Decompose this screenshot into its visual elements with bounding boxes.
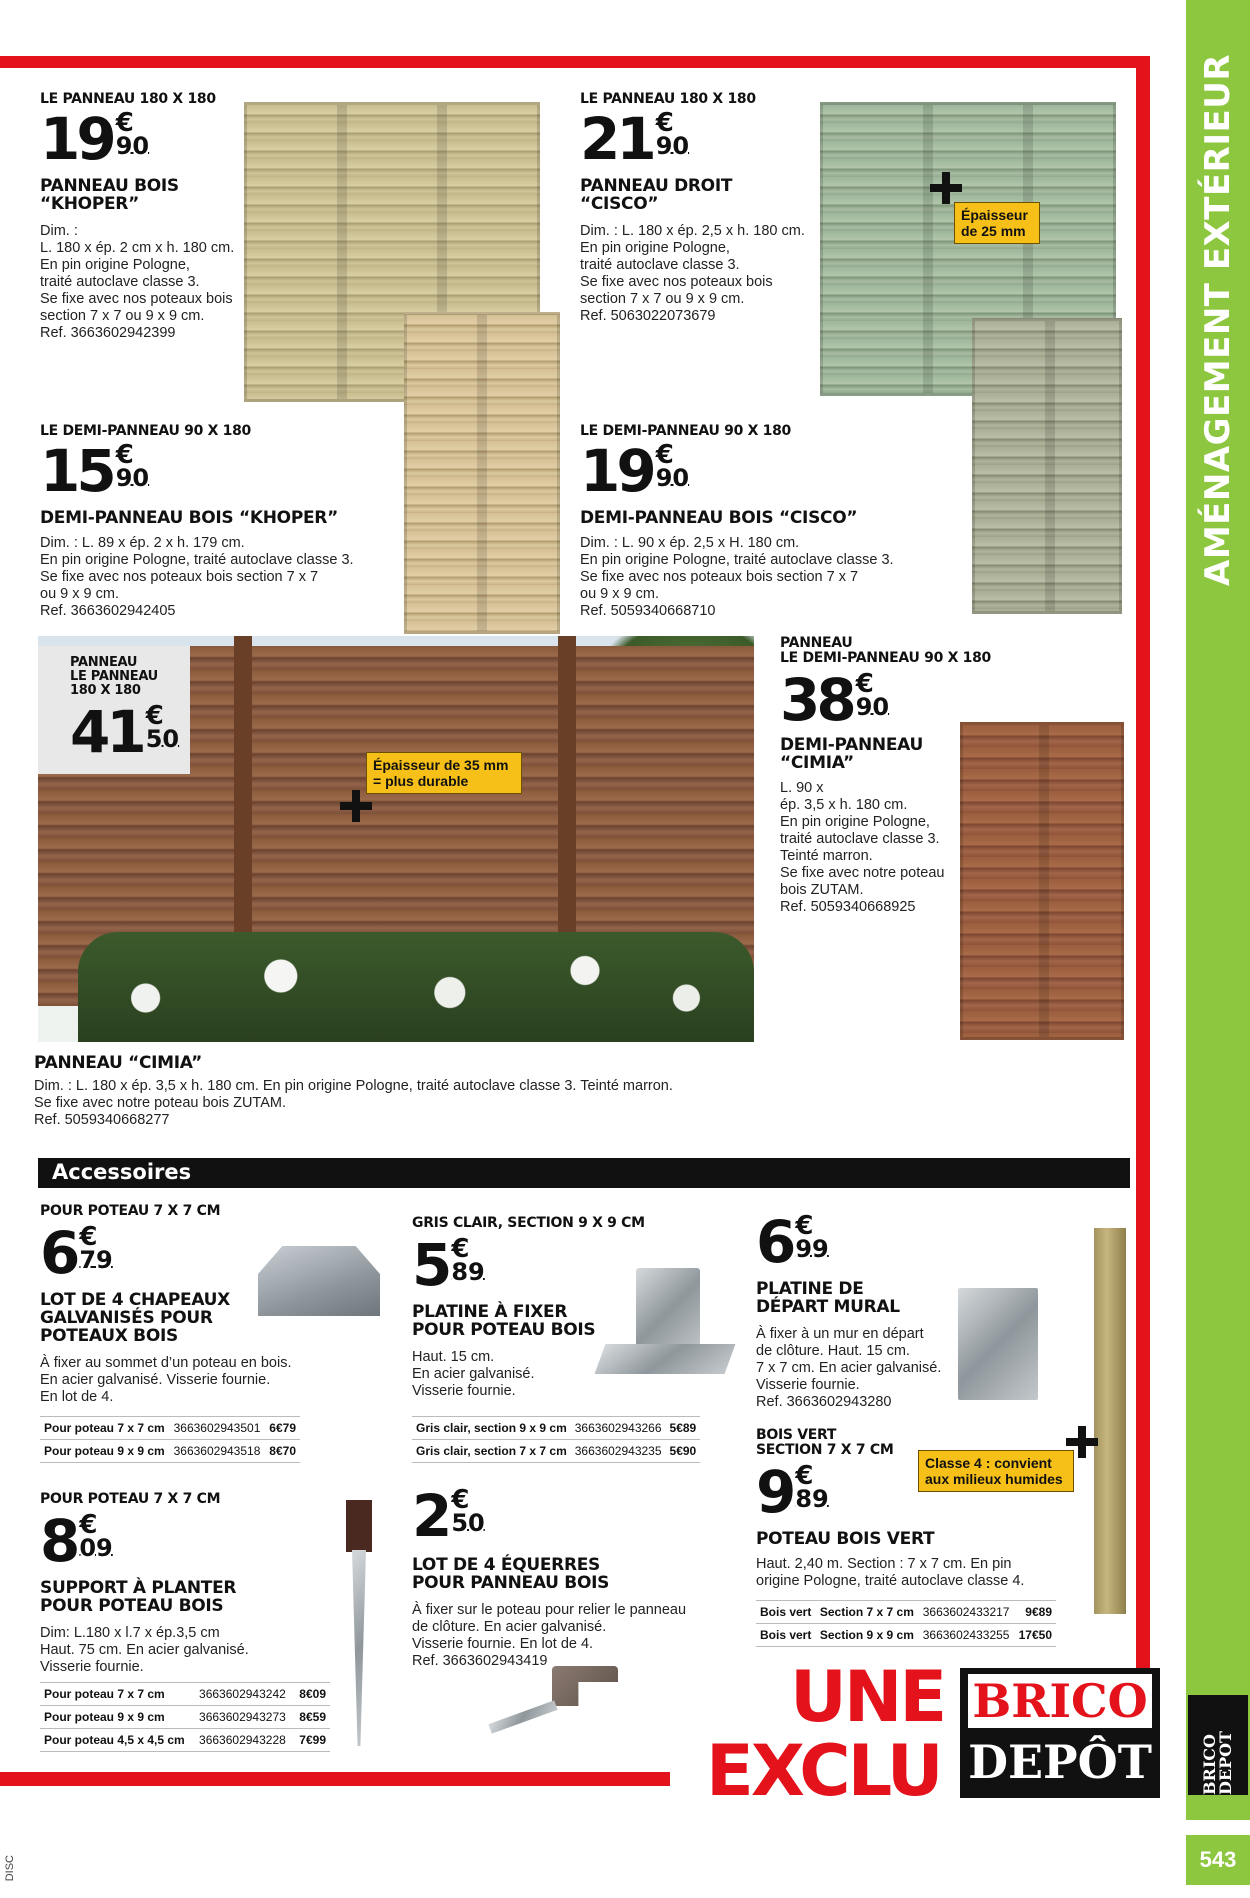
product-kicker: POUR POTEAU 7 X 7 CM	[40, 1203, 221, 1219]
desc-line: Se fixe avec nos poteaux bois section 7 x 7	[580, 569, 859, 585]
price-decimals: 50	[451, 1509, 485, 1537]
desc-line: Ref. 5059340668925	[780, 899, 916, 915]
desc-line: Ref. 3663602943280	[756, 1394, 892, 1410]
table-cell: Pour poteau 4,5 x 4,5 cm	[40, 1729, 195, 1752]
accessories-title: Accessoires	[52, 1160, 192, 1184]
product-description	[40, 535, 400, 620]
price-integer: 19	[580, 437, 653, 505]
desc-line: Ref. 3663602942405	[40, 603, 176, 619]
plus-icon	[930, 172, 962, 204]
desc-line: ou 9 x 9 cm.	[40, 586, 119, 602]
poteau-vert-spec-table	[756, 1600, 1056, 1647]
product-description	[40, 1355, 340, 1406]
price-decimals: 89	[451, 1258, 485, 1286]
demi-cisco-panel-image	[972, 318, 1122, 614]
exclu-line-1: UNE	[790, 1656, 945, 1738]
desc-line: En pin origine Pologne,	[580, 240, 730, 256]
product-kicker: PANNEAU	[70, 655, 138, 670]
product-kicker: LE PANNEAU 180 X 180	[40, 91, 216, 107]
price	[580, 437, 960, 505]
table-cell: Pour poteau 9 x 9 cm	[40, 1706, 195, 1729]
table-cell: 8€70	[265, 1440, 300, 1463]
desc-line: Dim: L.180 x l.7 x ép.3,5 cm	[40, 1625, 220, 1641]
price-currency: €	[655, 108, 674, 138]
table-row	[40, 1440, 300, 1463]
product-description	[580, 535, 960, 620]
class-badge: Classe 4 : convient aux milieux humides	[918, 1450, 1074, 1492]
desc-line: Haut. 75 cm. En acier galvanisé.	[40, 1642, 249, 1658]
desc-line: traité autoclave classe 3.	[780, 831, 940, 847]
table-row	[40, 1729, 330, 1752]
price-decimals: 50	[145, 725, 180, 753]
price-decimals: 90	[855, 693, 890, 721]
desc-line: En pin origine Pologne,	[780, 814, 930, 830]
desc-line: Dim. : L. 180 x ép. 3,5 x h. 180 cm. En pin origine Pologne, traité autoclave classe 3. Teinté marron.	[34, 1078, 673, 1094]
desc-line: L. 180 x ép. 2 cm x h. 180 cm.	[40, 240, 235, 256]
table-row	[756, 1624, 1056, 1647]
price-integer: 8	[40, 1507, 77, 1575]
table-cell: Section 9 x 9 cm	[816, 1624, 919, 1647]
desc-line: En pin origine Pologne,	[40, 257, 190, 273]
price	[756, 1208, 996, 1276]
table-cell: Gris clair, section 7 x 7 cm	[412, 1440, 571, 1463]
product-name: DEMI-PANNEAU BOIS “CISCO”	[580, 508, 858, 528]
product-name: LOT DE 4 CHAPEAUX GALVANISÉS POUR POTEAUX BOIS	[40, 1290, 230, 1346]
desc-line: À fixer au sommet d’un poteau en bois.	[40, 1355, 292, 1371]
exclu-line-2: EXCLU	[706, 1730, 941, 1812]
brico-depot-logo-small: BRICO DEPOT	[1188, 1695, 1248, 1795]
desc-line: Dim. : L. 89 x ép. 2 x h. 179 cm.	[40, 535, 245, 551]
product-name: DEMI-PANNEAU BOIS “KHOPER”	[40, 508, 338, 528]
price-integer: 2	[412, 1482, 449, 1550]
product-equerres	[412, 1482, 712, 1670]
price-currency: €	[145, 701, 164, 731]
table-cell: 3663602943501	[170, 1417, 265, 1440]
product-cimia	[34, 1054, 774, 1129]
price-decimals: 90	[655, 132, 690, 160]
desc-line: section 7 x 7 ou 9 x 9 cm.	[40, 308, 205, 324]
product-demi-cimia	[780, 635, 991, 916]
product-kicker: LE DEMI-PANNEAU 90 X 180	[580, 423, 791, 439]
price-integer: 38	[780, 666, 853, 734]
product-demi-cisco	[580, 424, 960, 620]
desc-line: Se fixe avec nos poteaux bois	[580, 274, 773, 290]
equerre-image	[552, 1666, 618, 1706]
table-cell: Pour poteau 7 x 7 cm	[40, 1417, 170, 1440]
table-cell: 17€50	[1014, 1624, 1056, 1647]
product-kicker: BOIS VERT	[756, 1427, 837, 1443]
desc-line: ou 9 x 9 cm.	[580, 586, 659, 602]
table-cell: 3663602943273	[195, 1706, 294, 1729]
table-cell: 8€09	[294, 1683, 330, 1706]
desc-line: Haut. 2,40 m. Section : 7 x 7 cm. En pin	[756, 1556, 1012, 1572]
desc-line: ép. 3,5 x h. 180 cm.	[780, 797, 908, 813]
table-row	[40, 1417, 300, 1440]
desc-line: En pin origine Pologne, traité autoclave classe 3.	[40, 552, 354, 568]
price-integer: 19	[40, 105, 113, 173]
desc-line: À fixer à un mur en départ	[756, 1326, 924, 1342]
table-row	[412, 1417, 700, 1440]
desc-line: Visserie fournie.	[412, 1383, 516, 1399]
price	[40, 437, 400, 505]
table-cell: Bois vert	[756, 1601, 816, 1624]
table-cell: 6€79	[265, 1417, 300, 1440]
platine-image	[636, 1268, 700, 1356]
table-cell: 3663602943242	[195, 1683, 294, 1706]
cimia-price-box	[38, 646, 190, 774]
table-cell: 5€89	[666, 1417, 701, 1440]
product-description	[780, 780, 980, 916]
desc-line: L. 90 x	[780, 780, 824, 796]
table-cell: 3663602433217	[919, 1601, 1015, 1624]
desc-line: Ref. 5063022073679	[580, 308, 716, 324]
price-currency: €	[451, 1485, 470, 1515]
accessories-header	[38, 1158, 1130, 1188]
price-integer: 5	[412, 1231, 449, 1299]
table-cell: Bois vert	[756, 1624, 816, 1647]
price	[412, 1482, 712, 1550]
price	[780, 666, 980, 734]
price-currency: €	[451, 1234, 470, 1264]
price-currency: €	[79, 1510, 98, 1540]
price	[580, 105, 820, 173]
product-name: PANNEAU BOIS “KHOPER”	[40, 176, 179, 214]
product-khoper	[40, 92, 250, 342]
product-support	[40, 1492, 340, 1676]
desc-line: En pin origine Pologne, traité autoclave classe 3.	[580, 552, 894, 568]
desc-line: Visserie fournie.	[756, 1377, 860, 1393]
desc-line: En acier galvanisé. Visserie fournie.	[40, 1372, 271, 1388]
product-kicker: PANNEAU	[780, 635, 853, 651]
price-integer: 9	[756, 1458, 793, 1526]
desc-line: En acier galvanisé.	[412, 1366, 535, 1382]
red-frame-top	[0, 56, 1150, 68]
product-description	[580, 223, 820, 325]
table-cell: 3663602943228	[195, 1729, 294, 1752]
price-decimals: 09	[79, 1534, 113, 1562]
brico-depot-logo	[960, 1668, 1160, 1798]
price-integer: 41	[70, 698, 143, 766]
price-decimals: 79	[79, 1246, 113, 1274]
red-frame-right	[1136, 56, 1150, 1796]
product-name: SUPPORT À PLANTER POUR POTEAU BOIS	[40, 1578, 237, 1616]
desc-line: Haut. 15 cm.	[412, 1349, 495, 1365]
table-cell: 8€59	[294, 1706, 330, 1729]
desc-line: Dim. :	[40, 223, 78, 239]
desc-line: Se fixe avec notre poteau bois ZUTAM.	[34, 1095, 286, 1111]
table-cell: Pour poteau 7 x 7 cm	[40, 1683, 195, 1706]
table-cell: Section 7 x 7 cm	[816, 1601, 919, 1624]
product-description	[756, 1556, 1056, 1590]
desc-line: À fixer sur le poteau pour relier le panneau	[412, 1602, 687, 1618]
price-decimals: 99	[795, 1235, 829, 1263]
red-frame-bottom	[0, 1772, 670, 1786]
product-name: PANNEAU “CIMIA”	[34, 1053, 202, 1073]
page-number: 543	[1186, 1835, 1250, 1885]
thickness-badge: Épaisseur de 35 mm = plus durable	[366, 752, 522, 794]
table-cell: Pour poteau 9 x 9 cm	[40, 1440, 170, 1463]
desc-line: de clôture. En acier galvanisé.	[412, 1619, 607, 1635]
chapeau-image	[258, 1246, 380, 1316]
desc-line: section 7 x 7 ou 9 x 9 cm.	[580, 291, 745, 307]
desc-line: Ref. 3663602943419	[412, 1653, 548, 1669]
desc-line: Se fixe avec nos poteaux bois section 7 x 7	[40, 569, 319, 585]
desc-line: origine Pologne, traité autoclave classe 4.	[756, 1573, 1025, 1589]
desc-line: 7 x 7 cm. En acier galvanisé.	[756, 1360, 942, 1376]
desc-line: de clôture. Haut. 15 cm.	[756, 1343, 910, 1359]
brand-line-2: DEPÔT	[968, 1735, 1152, 1789]
screw-image	[488, 1700, 557, 1733]
product-kicker: LE PANNEAU 180 X 180	[580, 91, 756, 107]
table-cell: 3663602943266	[571, 1417, 666, 1440]
desc-line: En lot de 4.	[40, 1389, 114, 1405]
chapeaux-spec-table	[40, 1416, 300, 1463]
price-currency: €	[79, 1222, 98, 1252]
desc-line: bois ZUTAM.	[780, 882, 864, 898]
desc-line: Visserie fournie. En lot de 4.	[412, 1636, 594, 1652]
price-currency: €	[115, 108, 134, 138]
price-integer: 21	[580, 105, 653, 173]
price-decimals: 89	[795, 1485, 829, 1513]
product-name: PLATINE À FIXER POUR POTEAU BOIS	[412, 1302, 596, 1340]
product-kicker: POUR POTEAU 7 X 7 CM	[40, 1491, 221, 1507]
desc-line: Ref. 5059340668710	[580, 603, 716, 619]
price-currency: €	[795, 1461, 814, 1491]
product-kicker: 180 X 180	[70, 683, 141, 698]
desc-line: Ref. 3663602942399	[40, 325, 176, 341]
table-row	[40, 1683, 330, 1706]
desc-line: Visserie fournie.	[40, 1659, 144, 1675]
price	[40, 105, 250, 173]
product-name: PLATINE DE DÉPART MURAL	[756, 1279, 900, 1317]
price	[412, 1231, 672, 1299]
product-description	[40, 1625, 340, 1676]
price-currency: €	[795, 1211, 814, 1241]
product-name: POTEAU BOIS VERT	[756, 1529, 935, 1549]
desc-line: Dim. : L. 180 x ép. 2,5 x h. 180 cm.	[580, 223, 805, 239]
product-kicker: GRIS CLAIR, SECTION 9 X 9 CM	[412, 1215, 645, 1231]
brand-line-1: BRICO	[968, 1674, 1152, 1728]
product-kicker: LE PANNEAU	[70, 669, 158, 684]
desc-line: Teinté marron.	[780, 848, 873, 864]
platine-murale-image	[958, 1288, 1038, 1400]
product-kicker: LE DEMI-PANNEAU 90 X 180	[40, 423, 251, 439]
product-description	[412, 1602, 712, 1670]
table-cell: 7€99	[294, 1729, 330, 1752]
desc-line: traité autoclave classe 3.	[40, 274, 200, 290]
table-cell: 9€89	[1014, 1601, 1056, 1624]
product-cisco	[580, 92, 820, 325]
plus-icon	[340, 790, 372, 822]
product-name: PANNEAU DROIT “CISCO”	[580, 176, 733, 214]
support-spike-image	[352, 1550, 366, 1746]
price-currency: €	[115, 440, 134, 470]
table-cell: 3663602433255	[919, 1624, 1015, 1647]
demi-khoper-panel-image	[404, 312, 560, 634]
thickness-badge: Épaisseur de 25 mm	[954, 202, 1040, 244]
product-description	[34, 1078, 774, 1129]
price-integer: 6	[756, 1208, 793, 1276]
desc-line: Ref. 5059340668277	[34, 1112, 170, 1128]
product-name: DEMI-PANNEAU “CIMIA”	[780, 735, 923, 773]
desc-line: Se fixe avec nos poteaux bois	[40, 291, 233, 307]
desc-line: Se fixe avec notre poteau	[780, 865, 945, 881]
disc-label: DISC	[4, 1855, 16, 1882]
demi-cimia-panel-image	[960, 722, 1124, 1040]
platine-base-image	[595, 1344, 736, 1374]
price-integer: 15	[40, 437, 113, 505]
price-currency: €	[855, 669, 874, 699]
product-kicker: LE DEMI-PANNEAU 90 X 180	[780, 650, 991, 666]
table-row	[756, 1601, 1056, 1624]
price	[70, 698, 180, 766]
support-cap-image	[346, 1500, 372, 1552]
desc-line: Dim. : L. 90 x ép. 2,5 x H. 180 cm.	[580, 535, 800, 551]
section-title: AMÉNAGEMENT EXTÉRIEUR	[1198, 53, 1238, 587]
price-decimals: 90	[115, 132, 150, 160]
product-description	[40, 223, 250, 342]
price-integer: 6	[40, 1219, 77, 1287]
table-cell: 5€90	[666, 1440, 701, 1463]
desc-line: traité autoclave classe 3.	[580, 257, 740, 273]
product-name: LOT DE 4 ÉQUERRES POUR PANNEAU BOIS	[412, 1555, 610, 1593]
table-row	[40, 1706, 330, 1729]
support-spec-table	[40, 1682, 330, 1752]
product-kicker: SECTION 7 X 7 CM	[756, 1442, 894, 1458]
platine-spec-table	[412, 1416, 700, 1463]
poteau-bois-image	[1094, 1228, 1126, 1614]
table-cell: 3663602943235	[571, 1440, 666, 1463]
product-demi-khoper	[40, 424, 400, 620]
price-decimals: 90	[655, 464, 690, 492]
table-cell: Gris clair, section 9 x 9 cm	[412, 1417, 571, 1440]
table-row	[412, 1440, 700, 1463]
price-decimals: 90	[115, 464, 150, 492]
price	[40, 1507, 340, 1575]
price-currency: €	[655, 440, 674, 470]
table-cell: 3663602943518	[170, 1440, 265, 1463]
